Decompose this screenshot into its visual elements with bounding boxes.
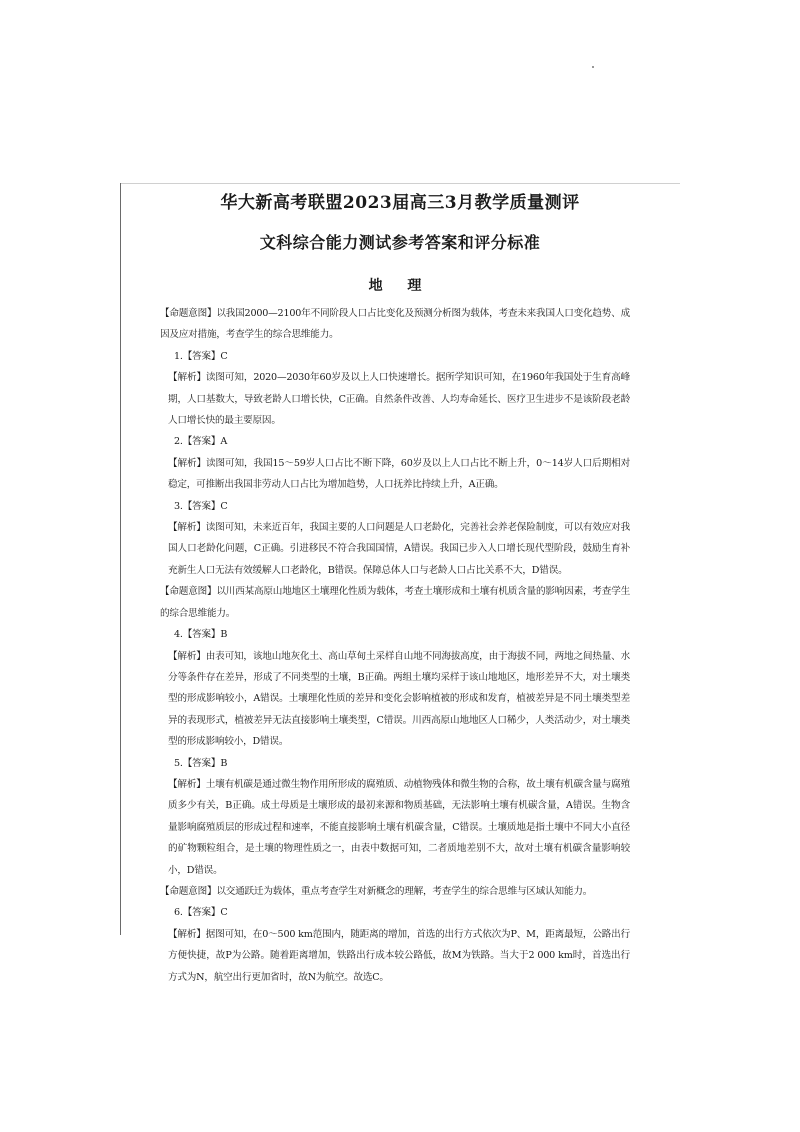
answer-line-5: 5.【答案】B (174, 757, 228, 769)
analysis-paragraph-5: 【解析】土壤有机碳是通过微生物作用所形成的腐殖质、动植物残体和微生物的合称，故土壤有机碳含量与腐殖质多少有关，B正确。成土母质是土壤形成的最初来源和物质基础，无法影响土壤有机碳含量，A错误。生物含量影响腐殖质层的形成过程和速率，不能直接影响土壤有机碳含量，C错误。土壤质地是指土壤中不同大小直径的矿物颗粒组合，是土壤的物理性质之一，由表中数据可知，二者质地差别不大，故对土壤有机碳含量影响较小，D错误。 (168, 778, 630, 876)
answer-content (160, 303, 630, 988)
intent-paragraph-3: 【命题意图】以交通跃迁为载体，重点考查学生对新概念的理解，考查学生的综合思维与区域认知能力。 (160, 885, 593, 897)
analysis-paragraph-3: 【解析】读图可知，未来近百年，我国主要的人口问题是人口老龄化，完善社会养老保险制度，可以有效应对我国人口老龄化问题，C正确。引进移民不符合我国国情，A错误。我国已步入人口增长现代型阶段，鼓励生育补充新生人口无法有效缓解人口老龄化，B错误。保障总体人口与老龄人口占比关系不大，D错误。 (168, 522, 630, 576)
answer-line-1: 1.【答案】C (174, 350, 228, 362)
intent-paragraph-2: 【命题意图】以川西某高原山地地区土壤理化性质为载体，考查土壤形成和土壤有机质含量的影响因素，考查学生的综合思维能力。 (160, 586, 630, 619)
page-left-edge (120, 183, 121, 935)
analysis-paragraph-6: 【解析】据图可知，在0～500 km范围内，随距离的增加，首选的出行方式依次为P、M，距离最短，公路出行方便快捷，故P为公路。随着距离增加，铁路出行成本较公路低，故M为铁路。当大于2 000 km时，首选出行方式为N，航空出行更加省时，故N为航空。故选C。 (168, 928, 630, 983)
document-title: 华大新高考联盟2023届高三3月教学质量测评 (220, 193, 580, 213)
subject-heading: 地 理 (368, 278, 432, 294)
analysis-paragraph-4: 【解析】由表可知，该地山地灰化土、高山草甸土采样自山地不同海拔高度，由于海拔不同，两地之间热量、水分等条件存在差异，形成了不同类型的土壤，B正确。两组土壤均采样于该山地地区，地形差异不大，对土壤类型的形成影响较小，A错误。土壤理化性质的差异和变化会影响植被的形成和发育，植被差异是不同土壤类型差异的表现形式，植被差异无法直接影响土壤类型，C错误。川西高原山地地区人口稀少，人类活动少，对土壤类型的形成影响较小，D错误。 (168, 650, 630, 748)
intent-paragraph-1: 【命题意图】以我国2000—2100年不同阶段人口占比变化及预测分析图为载体，考查未来我国人口变化趋势、成因及应对措施，考查学生的综合思维能力。 (160, 308, 630, 341)
answer-line-6: 6.【答案】C (174, 907, 228, 919)
analysis-paragraph-1: 【解析】读图可知，2020—2030年60岁及以上人口快速增长。据所学知识可知，在1960年我国处于生育高峰期，人口基数大，导致老龄人口增长快，C正确。自然条件改善、人均寿命延长、医疗卫生进步不是该阶段老龄人口增长快的最主要原因。 (168, 372, 630, 427)
answer-line-3: 3.【答案】C (174, 500, 228, 512)
page-top-edge (120, 183, 680, 184)
analysis-paragraph-2: 【解析】读图可知，我国15～59岁人口占比不断下降，60岁及以上人口占比不断上升，0～14岁人口后期相对稳定，可推断出我国非劳动人口占比为增加趋势，人口抚养比持续上升，A正确。 (168, 457, 630, 491)
answer-line-2: 2.【答案】A (174, 436, 228, 448)
scan-speck (592, 66, 594, 68)
document-subtitle: 文科综合能力测试参考答案和评分标准 (259, 233, 541, 252)
answer-line-4: 4.【答案】B (174, 629, 228, 641)
